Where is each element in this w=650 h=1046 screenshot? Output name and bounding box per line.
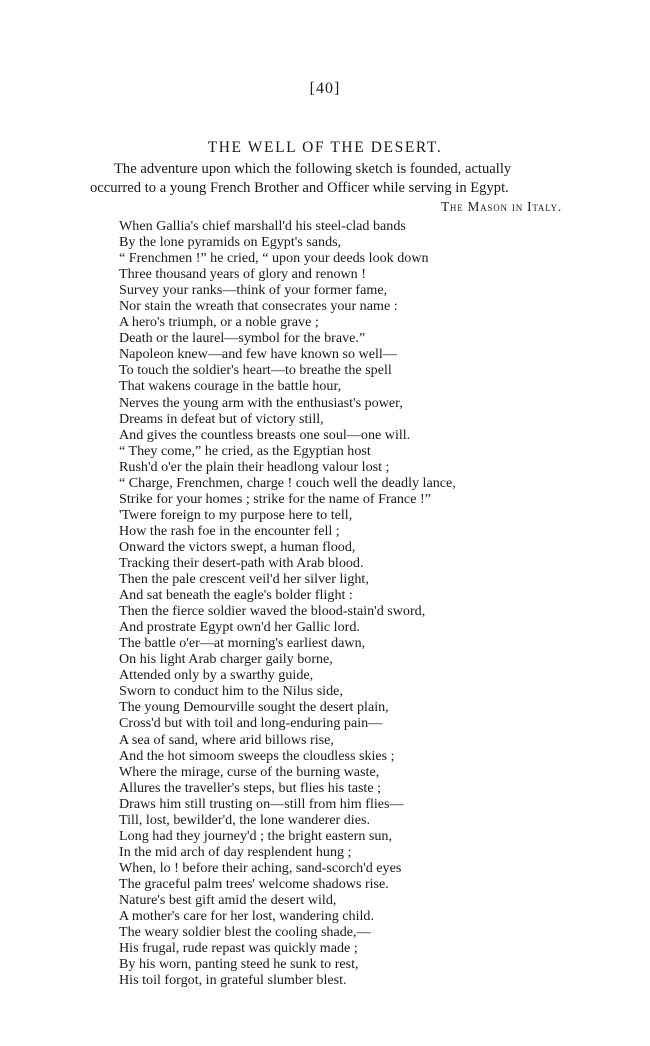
poem-line: His frugal, rude repast was quickly made ; [119, 940, 358, 957]
poem-line: Rush'd o'er the plain their headlong valour lost ; [119, 458, 390, 475]
poem-line: A mother's care for her lost, wandering child. [119, 908, 374, 925]
poem-line: When Gallia's chief marshall'd his steel-clad bands [119, 218, 406, 234]
poem-title: THE WELL OF THE DESERT. [207, 139, 443, 156]
poem-line: Till, lost, bewilder'd, the lone wanderer dies. [119, 811, 370, 828]
poem-line: Nerves the young arm with the enthusiast's power, [119, 394, 403, 411]
poem-line: And the hot simoom sweeps the cloudless skies ; [119, 747, 395, 764]
poem-line: Onward the victors swept, a human flood, [119, 538, 356, 555]
poem-line: Then the pale crescent veil'd her silver light, [119, 571, 369, 588]
poem-line: The young Demourville sought the desert plain, [119, 699, 389, 716]
poem-line: And prostrate Egypt own'd her Gallic lord. [119, 619, 360, 636]
poem-line: Cross'd but with toil and long-enduring pain— [119, 715, 383, 732]
poem-line: How the rash foe in the encounter fell ; [119, 522, 340, 539]
poem-line: By his worn, panting steed he sunk to rest, [119, 956, 359, 973]
poem-line: Strike for your homes ; strike for the name of France !” [119, 490, 431, 507]
poem-line: On his light Arab charger gaily borne, [119, 651, 333, 668]
poem-line: His toil forgot, in grateful slumber blest. [119, 972, 347, 989]
poem-line: “ Frenchmen !” he cried, “ upon your deeds look down [119, 250, 429, 267]
poem-line: The graceful palm trees' welcome shadows rise. [119, 875, 389, 892]
poem-line: Attended only by a swarthy guide, [119, 667, 314, 684]
poem-line: That wakens courage in the battle hour, [119, 378, 342, 395]
poem-line: And gives the countless breasts one soul—one will. [119, 426, 411, 443]
attribution: The Mason in Italy. [441, 199, 562, 214]
poem-line: Then the fierce soldier waved the blood-stain'd sword, [119, 603, 426, 620]
poem-line: Long had they journey'd ; the bright eastern sun, [119, 827, 392, 844]
poem-body [119, 218, 456, 988]
poem-line: Draws him still trusting on—still from him flies— [119, 795, 404, 812]
poem-line: Tracking their desert-path with Arab blood. [119, 554, 364, 571]
poem-line: To touch the soldier's heart—to breathe the spell [119, 362, 392, 379]
poem-line: Three thousand years of glory and renown ! [119, 266, 366, 283]
poem-line: The battle o'er—at morning's earliest dawn, [119, 635, 366, 652]
intro-line: The adventure upon which the following sketch is founded, actually [114, 161, 512, 177]
poem-line: And sat beneath the eagle's bolder flight : [119, 587, 353, 604]
poem-line: A hero's triumph, or a noble grave ; [119, 314, 319, 331]
poem-line: “ They come,” he cried, as the Egyptian host [119, 442, 371, 459]
poem-line: Nature's best gift amid the desert wild, [119, 891, 337, 908]
poem-line: Where the mirage, curse of the burning waste, [119, 763, 380, 780]
poem-line: “ Charge, Frenchmen, charge ! couch well the deadly lance, [119, 474, 456, 491]
poem-line: Napoleon knew—and few have known so well— [119, 346, 397, 363]
page-number: [40] [309, 80, 341, 97]
poem-line: Nor stain the wreath that consecrates your name : [119, 298, 398, 315]
intro-line: occurred to a young French Brother and Officer while serving in Egypt. [90, 180, 509, 196]
poem-line: Sworn to conduct him to the Nilus side, [119, 683, 343, 700]
poem-line: When, lo ! before their aching, sand-scorch'd eyes [119, 859, 402, 876]
poem-line: By the lone pyramids on Egypt's sands, [119, 234, 342, 251]
poem-line: The weary soldier blest the cooling shade,— [119, 924, 371, 941]
poem-line: Survey your ranks—think of your former fame, [119, 282, 388, 299]
poem-line: In the mid arch of day resplendent hung ; [119, 843, 352, 860]
poem-line: Allures the traveller's steps, but flies his taste ; [119, 779, 382, 796]
poem-line: Death or the laurel—symbol for the brave.” [119, 330, 366, 347]
intro-paragraph [90, 160, 560, 198]
poem-line: Dreams in defeat but of victory still, [119, 410, 324, 427]
poem-line: A sea of sand, where arid billows rise, [119, 731, 334, 748]
poem-line: 'Twere foreign to my purpose here to tell, [119, 506, 353, 523]
